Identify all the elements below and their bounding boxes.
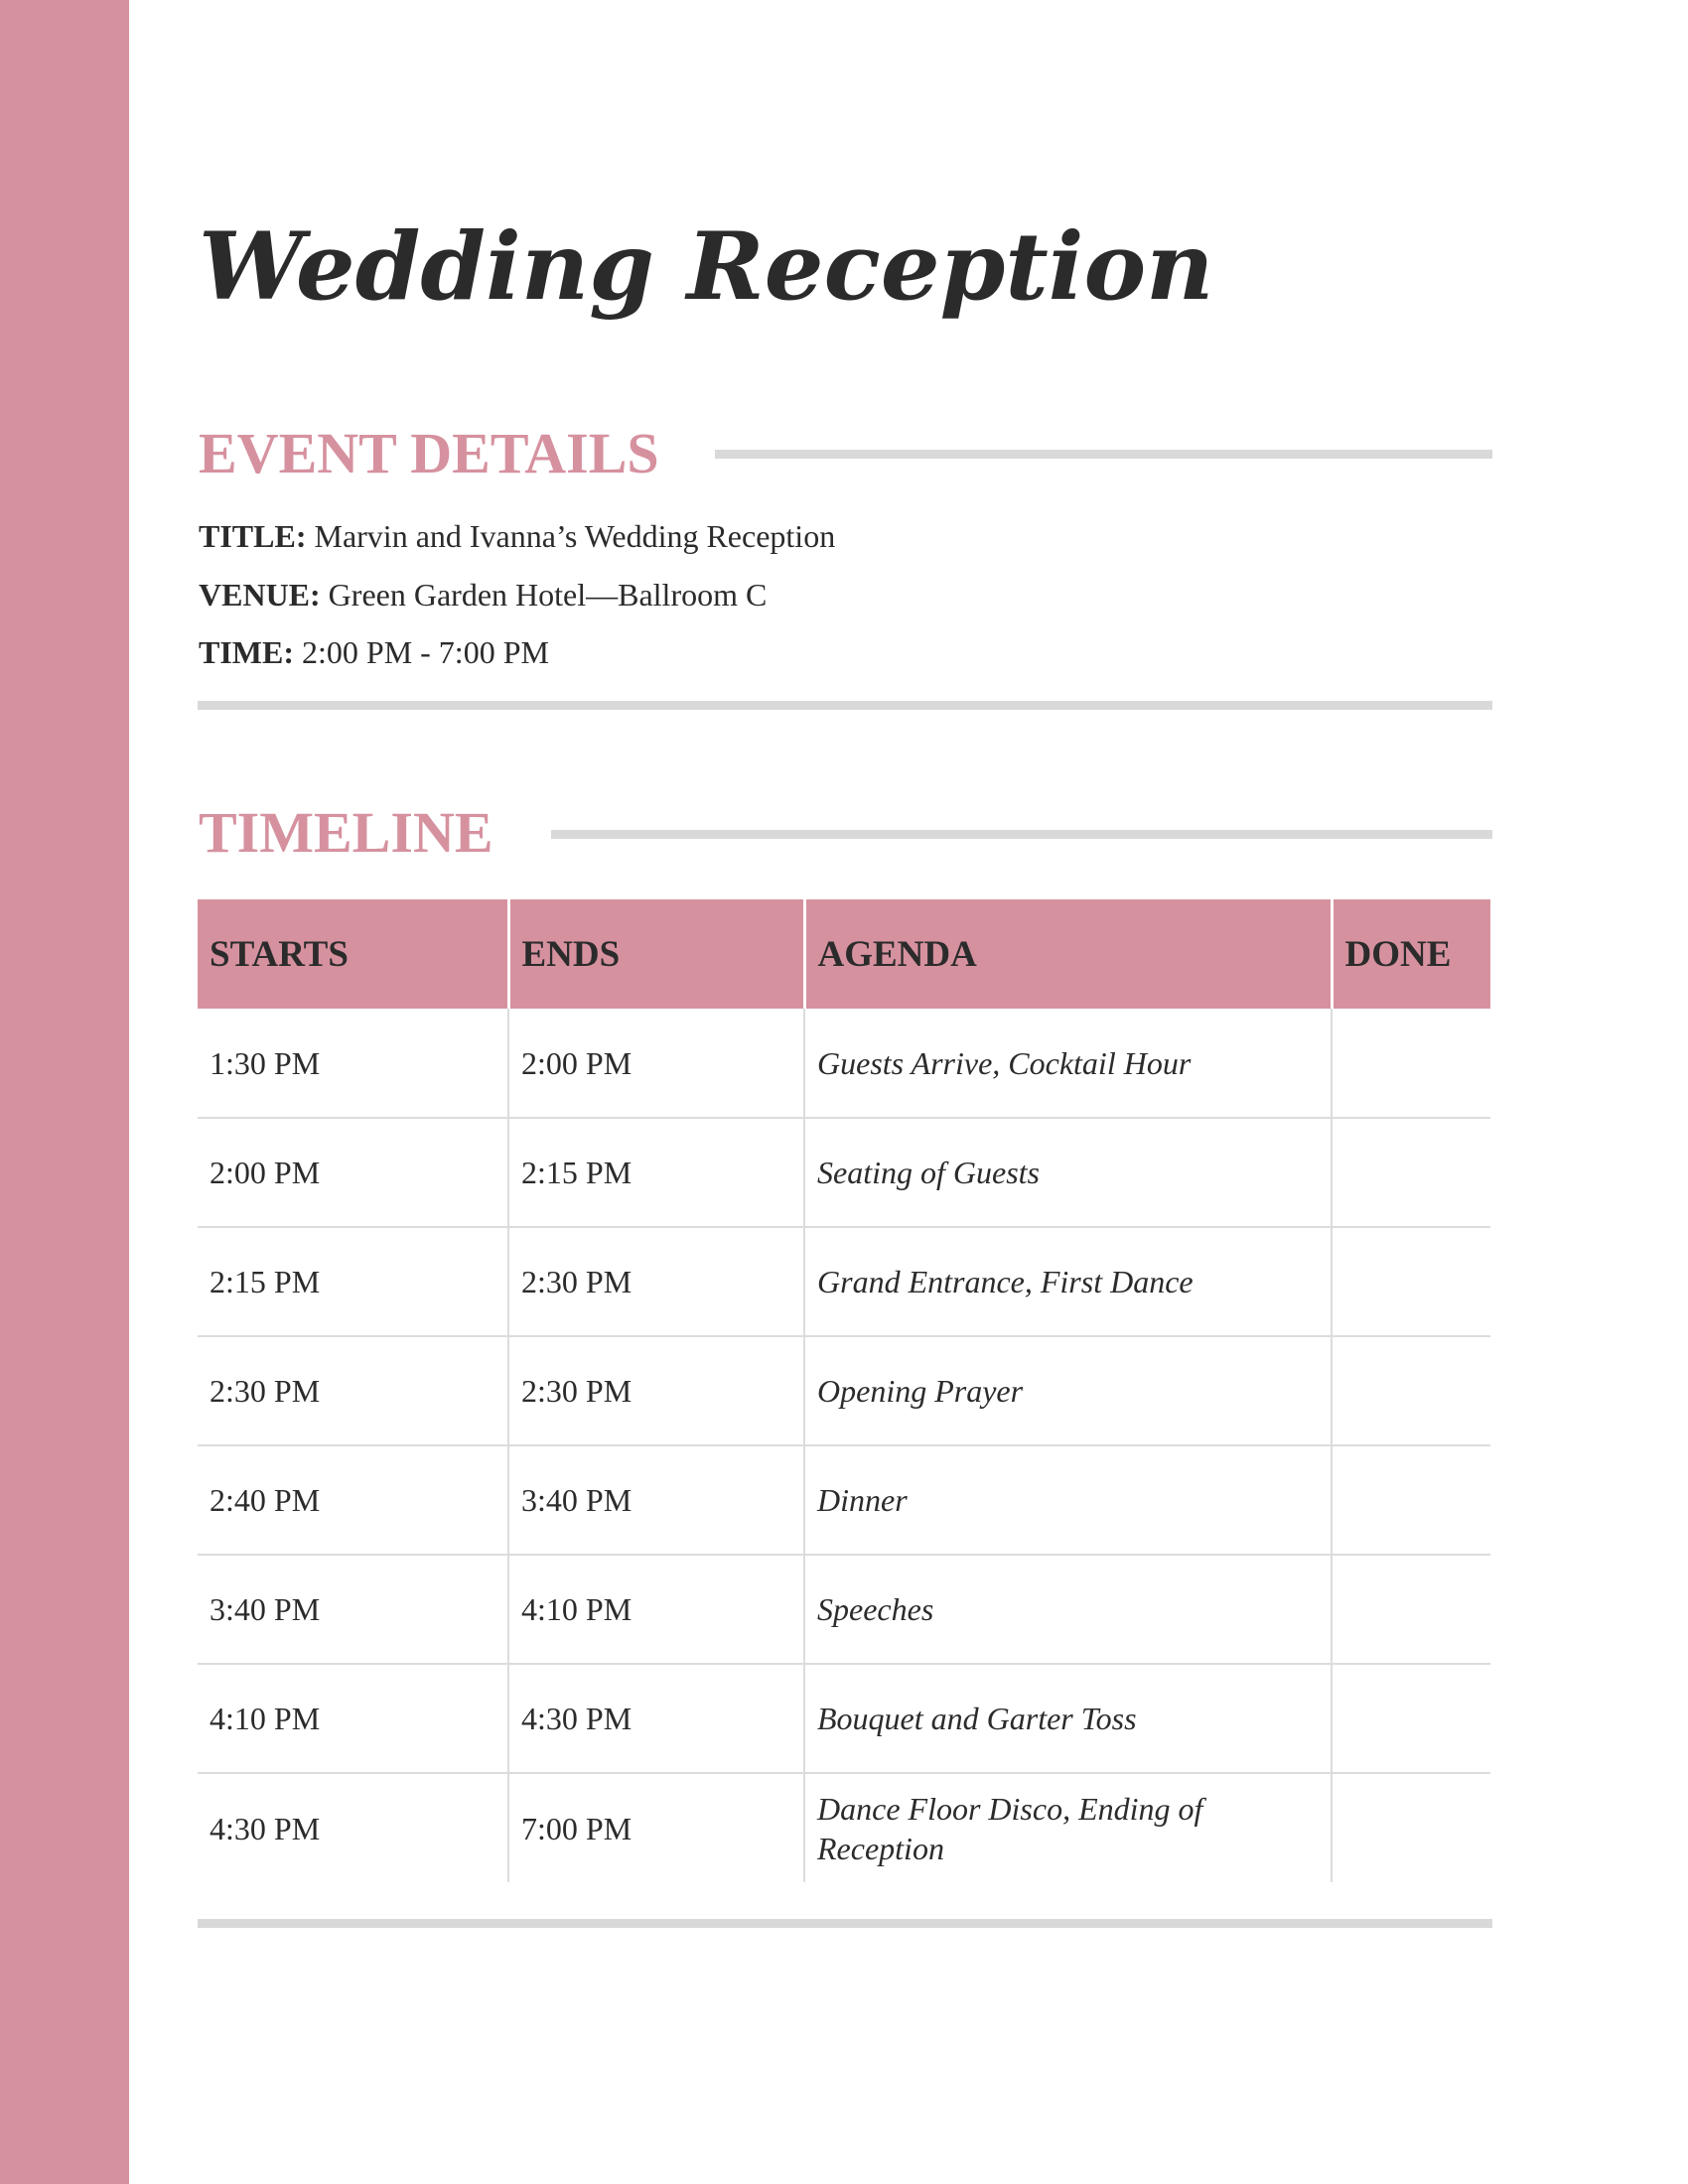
timeline-bottom-rule [198, 1919, 1492, 1928]
cell-agenda: Bouquet and Garter Toss [804, 1664, 1332, 1773]
table-row [198, 1118, 1490, 1227]
cell-agenda: Guests Arrive, Cocktail Hour [804, 1009, 1332, 1118]
cell-ends: 3:40 PM [508, 1445, 804, 1555]
event-details-heading: EVENT DETAILS [199, 421, 659, 485]
detail-time-value: 2:00 PM - 7:00 PM [302, 634, 549, 670]
timeline-heading-rule [551, 830, 1492, 839]
table-row [198, 1009, 1490, 1118]
cell-done[interactable] [1332, 1445, 1490, 1555]
cell-done[interactable] [1332, 1555, 1490, 1664]
cell-done[interactable] [1332, 1118, 1490, 1227]
timeline-table [198, 899, 1490, 1882]
detail-title [199, 520, 835, 552]
cell-ends: 2:30 PM [508, 1227, 804, 1336]
cell-agenda: Seating of Guests [804, 1118, 1332, 1227]
detail-venue-label: VENUE: [199, 577, 321, 613]
event-details-heading-rule [715, 450, 1492, 459]
cell-starts: 4:10 PM [198, 1664, 508, 1773]
timeline-heading: TIMELINE [199, 800, 493, 865]
detail-title-label: TITLE: [199, 518, 307, 554]
cell-done[interactable] [1332, 1009, 1490, 1118]
cell-ends: 4:30 PM [508, 1664, 804, 1773]
cell-agenda: Dinner [804, 1445, 1332, 1555]
event-details-bottom-rule [198, 701, 1492, 710]
side-accent-band [0, 0, 129, 2184]
cell-ends: 2:00 PM [508, 1009, 804, 1118]
table-row [198, 1773, 1490, 1882]
cell-ends: 4:10 PM [508, 1555, 804, 1664]
table-row [198, 1555, 1490, 1664]
cell-agenda: Grand Entrance, First Dance [804, 1227, 1332, 1336]
cell-ends: 2:30 PM [508, 1336, 804, 1445]
detail-time-label: TIME: [199, 634, 294, 670]
cell-done[interactable] [1332, 1336, 1490, 1445]
cell-done[interactable] [1332, 1227, 1490, 1336]
column-header-ends: ENDS [508, 899, 804, 1009]
table-row [198, 1664, 1490, 1773]
detail-venue [199, 579, 767, 611]
cell-ends: 2:15 PM [508, 1118, 804, 1227]
timeline-header-row [198, 899, 1490, 1009]
cell-ends: 7:00 PM [508, 1773, 804, 1882]
page-title: Wedding Reception [199, 212, 1214, 322]
cell-agenda: Dance Floor Disco, Ending of Reception [804, 1773, 1332, 1882]
table-row [198, 1336, 1490, 1445]
cell-starts: 3:40 PM [198, 1555, 508, 1664]
cell-starts: 2:15 PM [198, 1227, 508, 1336]
detail-venue-value: Green Garden Hotel—Ballroom C [328, 577, 768, 613]
cell-starts: 1:30 PM [198, 1009, 508, 1118]
table-row [198, 1445, 1490, 1555]
detail-time [199, 636, 549, 668]
cell-done[interactable] [1332, 1664, 1490, 1773]
detail-title-value: Marvin and Ivanna’s Wedding Reception [314, 518, 836, 554]
column-header-agenda: AGENDA [804, 899, 1332, 1009]
column-header-starts: STARTS [198, 899, 508, 1009]
column-header-done: DONE [1332, 899, 1490, 1009]
cell-done[interactable] [1332, 1773, 1490, 1882]
cell-starts: 2:00 PM [198, 1118, 508, 1227]
cell-starts: 2:30 PM [198, 1336, 508, 1445]
cell-agenda: Speeches [804, 1555, 1332, 1664]
table-row [198, 1227, 1490, 1336]
cell-starts: 4:30 PM [210, 1810, 321, 1846]
cell-starts: 2:40 PM [198, 1445, 508, 1555]
cell-agenda: Opening Prayer [804, 1336, 1332, 1445]
